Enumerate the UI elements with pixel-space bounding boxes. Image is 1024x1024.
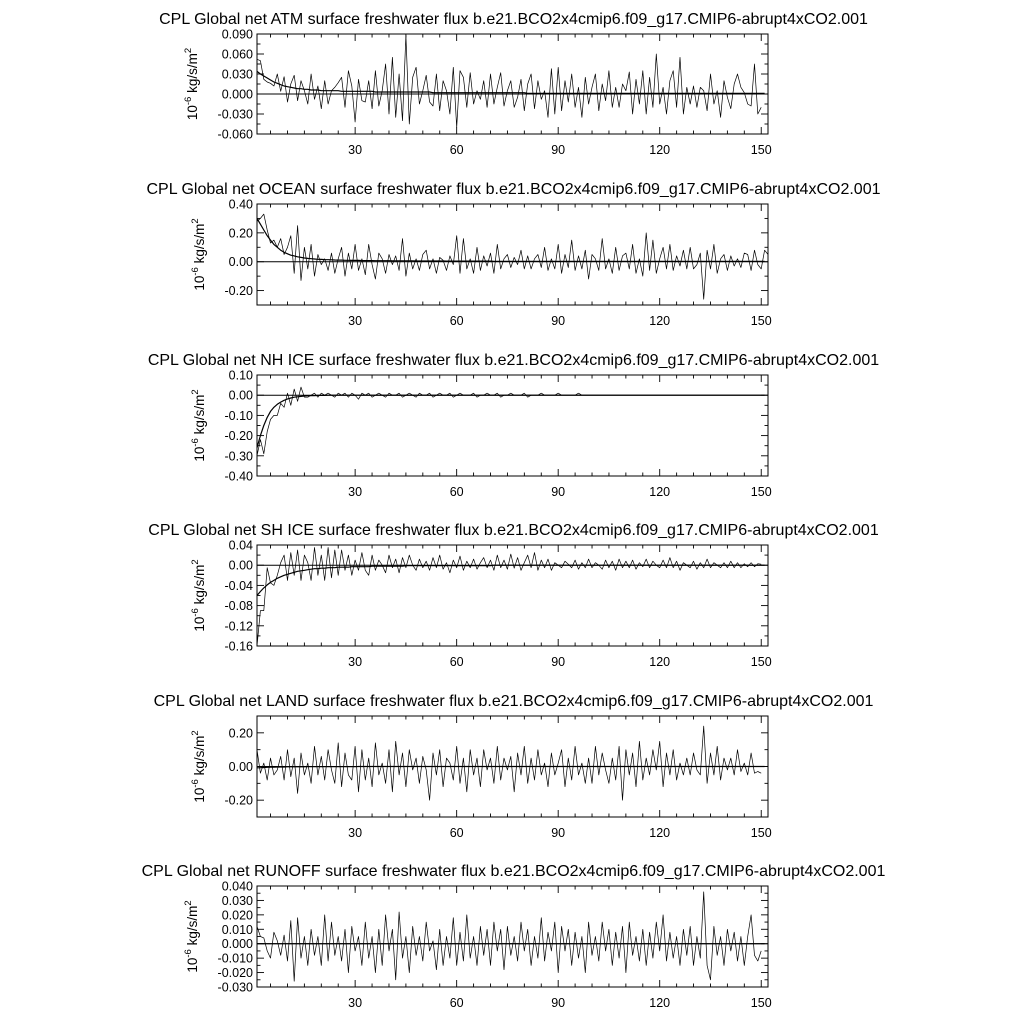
x-tick-label-60: 60 [449, 314, 464, 328]
y-label-unit-exponent: 2 [190, 559, 201, 565]
x-tick-label-120: 120 [649, 655, 671, 669]
y-tick-label-0-10: -0.10 [224, 408, 253, 423]
series-line-smoothed [257, 395, 765, 448]
y-label-unit: kg/s/m [185, 53, 200, 97]
x-tick-label-150: 150 [750, 314, 772, 328]
y-tick-label-0-010: 0.010 [221, 922, 253, 937]
y-tick-label-0-00: 0.00 [228, 558, 253, 573]
y-tick-label-0-10: 0.10 [228, 368, 253, 383]
y-tick-label-0-030: 0.030 [221, 67, 253, 82]
chart-title: CPL Global net LAND surface freshwater flux b.e21.BCO2x4cmip6.f09_g17.CMIP6-abrupt4xCO2.001 [153, 693, 874, 710]
y-tick-label-0-40: 0.40 [228, 197, 253, 212]
y-tick-label-0-00: 0.00 [228, 255, 253, 270]
x-tick-label-30: 30 [348, 143, 363, 157]
y-label-unit: kg/s/m [192, 564, 207, 609]
y-label-unit-exponent: 2 [190, 389, 201, 395]
y-label-base: 10 [192, 275, 207, 291]
x-tick-label-150: 150 [750, 655, 772, 669]
y-axis-label [190, 218, 207, 290]
x-tick-label-120: 120 [649, 996, 671, 1010]
y-tick-label-0-00: 0.00 [228, 388, 253, 403]
series-line-annual [257, 726, 761, 800]
y-tick-label-0-20: -0.20 [224, 793, 253, 808]
y-label-unit: kg/s/m [192, 223, 207, 268]
y-label-base: 10 [185, 957, 200, 973]
y-tick-label-0-40: -0.40 [224, 469, 253, 484]
panel-6 [142, 863, 886, 1010]
y-tick-label-0-030: -0.030 [217, 107, 253, 122]
y-tick-label-0-00: 0.00 [228, 760, 253, 774]
series-line-smoothed [257, 218, 765, 261]
y-label-unit-exponent: 2 [183, 47, 194, 54]
x-tick-label-60: 60 [449, 143, 464, 157]
chart-title: CPL Global net RUNOFF surface freshwater flux b.e21.BCO2x4cmip6.f09_g17.CMIP6-abrupt4xCO2.001 [141, 863, 886, 880]
y-label-base: 10 [192, 616, 207, 632]
x-tick-label-90: 90 [551, 143, 566, 157]
series-line-annual [257, 214, 768, 299]
y-tick-label-0-04: 0.04 [228, 538, 253, 553]
y-label-exponent: -6 [183, 96, 194, 106]
y-axis-label [190, 730, 207, 802]
x-tick-label-30: 30 [348, 314, 363, 328]
x-tick-label-150: 150 [750, 143, 772, 157]
panel-5 [154, 693, 874, 840]
y-tick-label-0-060: -0.060 [217, 127, 253, 142]
y-tick-label-0-08: -0.08 [224, 599, 253, 614]
panel-2 [147, 181, 881, 328]
y-tick-label-0-20: -0.20 [224, 429, 253, 444]
y-tick-label-0-20: -0.20 [224, 284, 253, 299]
y-tick-label-0-12: -0.12 [224, 619, 253, 634]
x-tick-label-150: 150 [750, 996, 772, 1010]
series-line-annual [257, 892, 761, 981]
y-label-exponent: -6 [190, 438, 201, 447]
x-tick-label-30: 30 [348, 996, 363, 1010]
plot-frame [257, 375, 768, 476]
chart-title: CPL Global net NH ICE surface freshwater flux b.e21.BCO2x4cmip6.f09_g17.CMIP6-abrupt4xCO2.001 [147, 352, 880, 369]
y-label-exponent: -6 [190, 779, 201, 788]
x-tick-label-90: 90 [551, 826, 566, 840]
y-label-unit: kg/s/m [192, 735, 207, 780]
x-tick-label-150: 150 [750, 485, 772, 499]
y-tick-label-0-030: 0.030 [221, 893, 253, 908]
y-tick-label-0-000: 0.000 [221, 937, 253, 952]
y-label-unit: kg/s/m [185, 905, 200, 950]
y-label-base: 10 [185, 105, 200, 121]
x-tick-label-90: 90 [551, 314, 566, 328]
y-tick-label-0-040: 0.040 [221, 879, 253, 894]
panel-1 [159, 11, 868, 157]
series-line-smoothed [257, 565, 765, 595]
series-line-annual [257, 35, 761, 127]
y-label-exponent: -6 [190, 267, 201, 276]
x-tick-label-120: 120 [649, 143, 671, 157]
y-tick-label-0-020: -0.020 [217, 966, 253, 981]
y-axis-label [183, 900, 200, 972]
x-tick-label-120: 120 [649, 826, 671, 840]
y-label-exponent: -6 [183, 949, 194, 958]
y-tick-label-0-090: 0.090 [221, 27, 253, 42]
y-tick-label-0-20: 0.20 [228, 226, 253, 241]
x-tick-label-120: 120 [649, 314, 671, 328]
y-label-exponent: -6 [190, 608, 201, 617]
chart-title: CPL Global net OCEAN surface freshwater flux b.e21.BCO2x4cmip6.f09_g17.CMIP6-abrupt4xCO2.001 [146, 181, 881, 198]
x-tick-label-30: 30 [348, 826, 363, 840]
chart-title: CPL Global net SH ICE surface freshwater flux b.e21.BCO2x4cmip6.f09_g17.CMIP6-abrupt4xCO2.001 [148, 522, 879, 539]
y-tick-label-0-16: -0.16 [224, 639, 253, 654]
y-label-unit-exponent: 2 [190, 730, 201, 736]
chart-title: CPL Global net ATM surface freshwater flux b.e21.BCO2x4cmip6.f09_g17.CMIP6-abrupt4xCO2.001 [159, 11, 868, 28]
x-tick-label-60: 60 [449, 485, 464, 499]
y-axis-label [190, 559, 207, 631]
x-tick-label-60: 60 [449, 655, 464, 669]
y-tick-label-0-000: 0.000 [221, 87, 253, 102]
x-tick-label-30: 30 [348, 485, 363, 499]
x-tick-label-90: 90 [551, 485, 566, 499]
x-tick-label-90: 90 [551, 655, 566, 669]
y-tick-label-0-060: 0.060 [221, 47, 253, 62]
panel-4 [148, 522, 879, 669]
series-line-annual [257, 387, 768, 456]
x-tick-label-60: 60 [449, 826, 464, 840]
x-tick-label-30: 30 [348, 655, 363, 669]
panel-3 [148, 352, 879, 499]
y-tick-label-0-04: -0.04 [224, 578, 253, 593]
plot-frame [257, 34, 768, 134]
x-tick-label-90: 90 [551, 996, 566, 1010]
x-tick-label-150: 150 [750, 826, 772, 840]
y-label-base: 10 [192, 446, 207, 462]
y-label-base: 10 [192, 787, 207, 803]
x-tick-label-120: 120 [649, 485, 671, 499]
y-axis-label [183, 48, 200, 120]
y-tick-label-0-30: -0.30 [224, 449, 253, 464]
x-tick-label-60: 60 [449, 996, 464, 1010]
y-axis-label [190, 389, 207, 461]
y-tick-label-0-020: 0.020 [221, 908, 253, 923]
y-label-unit-exponent: 2 [190, 218, 201, 224]
y-label-unit-exponent: 2 [183, 900, 194, 906]
y-label-unit: kg/s/m [192, 394, 207, 439]
series-line-annual [257, 548, 761, 647]
y-tick-label-0-010: -0.010 [217, 951, 253, 966]
y-tick-label-0-030: -0.030 [217, 980, 253, 995]
y-tick-label-0-20: 0.20 [228, 726, 253, 741]
